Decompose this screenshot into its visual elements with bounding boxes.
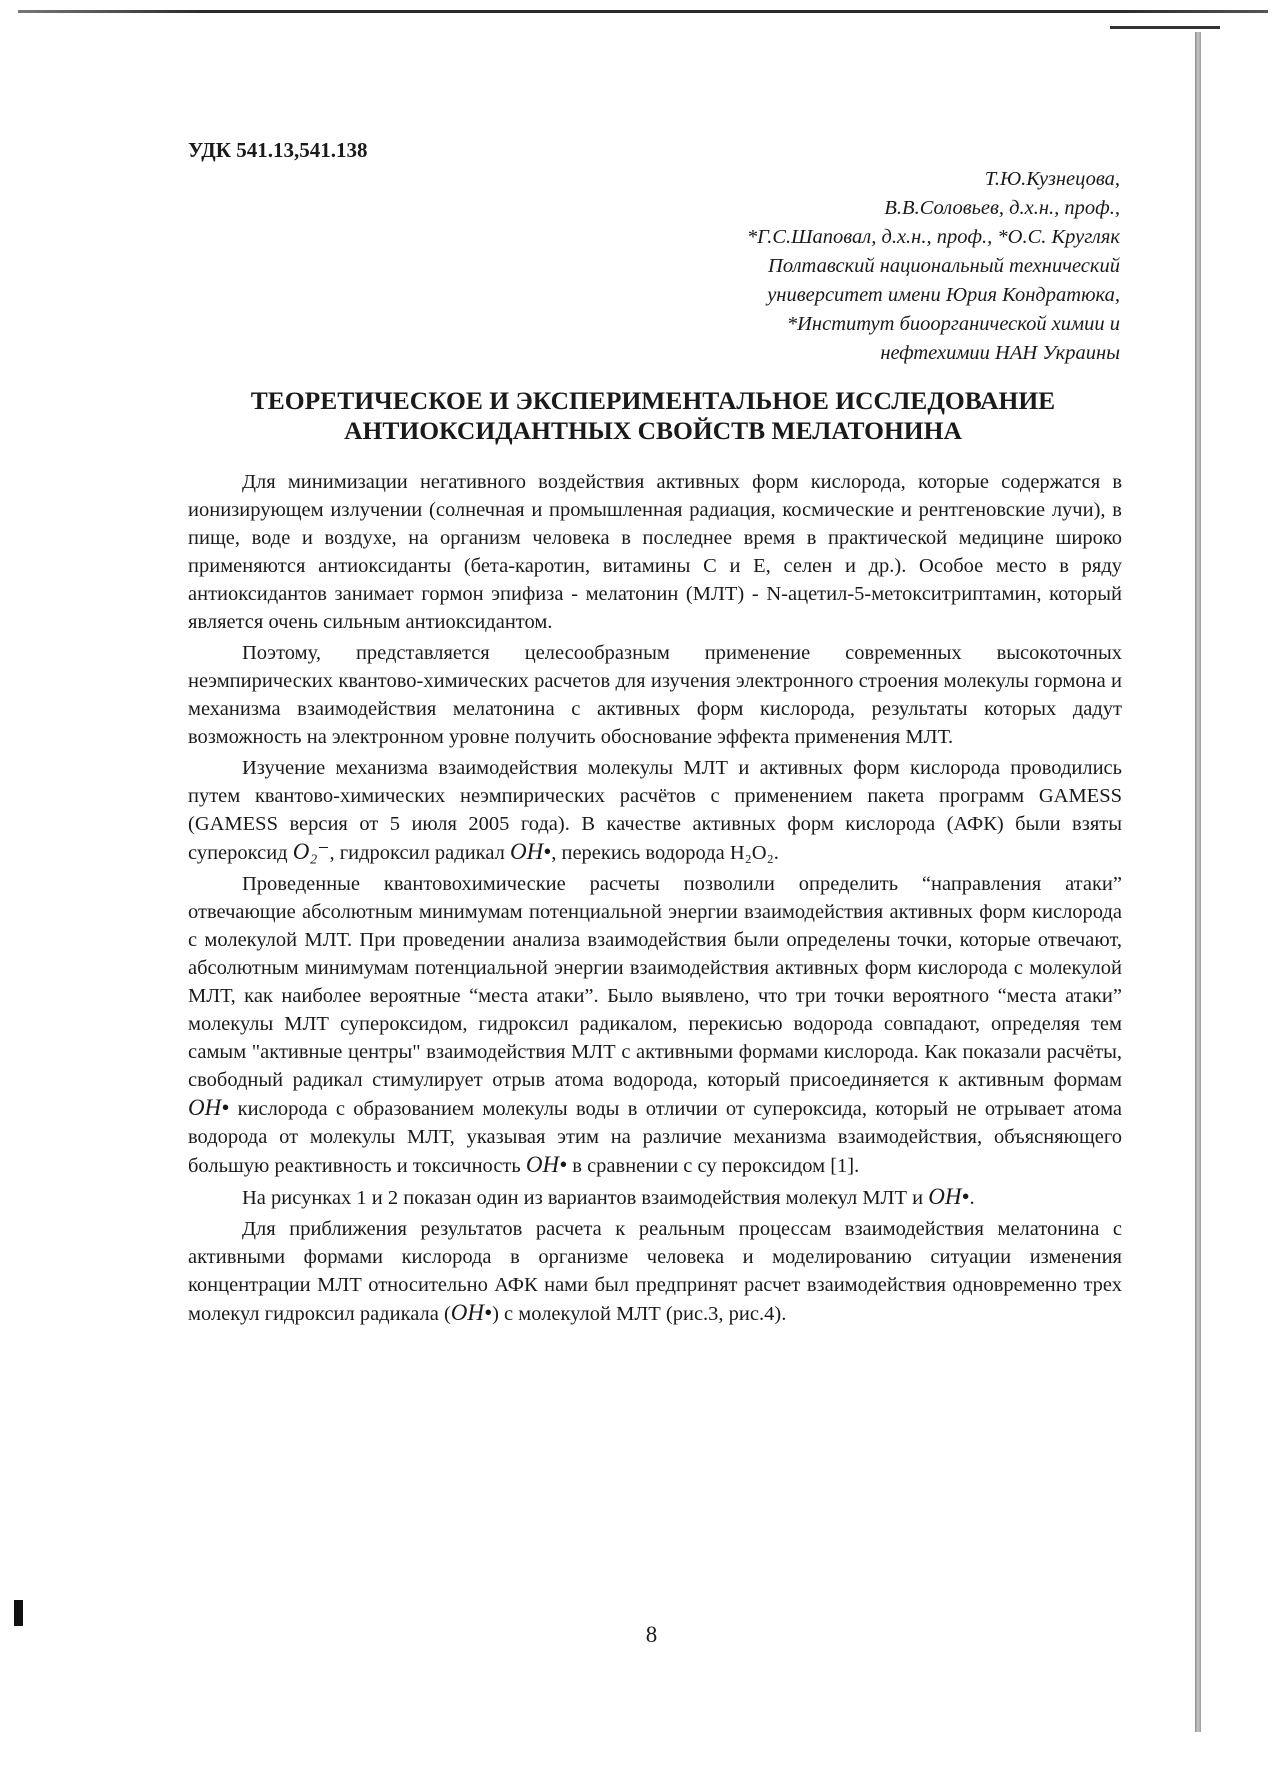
paragraph-6-text-a: Для приближения результатов расчета к реальным процессам взаимодействия мелатонина с активными формами кислорода в организме человека и моделированию ситуации изменения концентрации МЛТ относительно АФК нами был предпринят расчет взаимодействия одновременно трех молекул гидроксил радикала ( xyxy=(188,1218,1122,1325)
paragraph-4-text-a: Проведенные квантовохимические расчеты позволили определить “направления атаки” отвечающие абсолютным минимумам потенциальной энергии взаимодействия активных форм кислорода с молекулой МЛТ. При проведении анализа взаимодействия были определены точки, которые отвечают, абсолютным минимумам потенциальной энергии взаимодействия активных форм кислорода с молекулой МЛТ, как наиболее вероятные “места атаки”. Было выявлено, что три точки вероятного “места атаки” молекулы МЛТ супероксидом, гидроксил радикалом, перекисью водорода совпадают, определяя тем самым "активные центры" взаимодействия МЛТ с активными формами кислорода. Как показали расчёты, свободный радикал стимулирует отрыв атома водорода, который присоединяется к активным формам xyxy=(188,873,1122,1091)
title-line-2: АНТИОКСИДАНТНЫХ СВОЙСТВ МЕЛАТОНИНА xyxy=(344,416,962,445)
paragraph-3-text-b: , гидроксил радикал xyxy=(329,842,505,864)
paragraph-6-text-b: ) с молекулой МЛТ (рис.3, рис.4). xyxy=(492,1303,787,1325)
paper-title xyxy=(188,386,1118,446)
authors-block xyxy=(600,165,1120,368)
paragraph-4-text-b: кислорода с образованием молекулы воды в отличии от супероксида, который не отрывает атома водорода от молекулы МЛТ, указывая этим на различие механизма взаимодействия, объясняющего большую реактивность и токсичность xyxy=(188,1098,1123,1177)
author-line: Т.Ю.Кузнецова, xyxy=(984,168,1120,190)
paragraph-3 xyxy=(188,754,1122,867)
paragraph-5-text-b: . xyxy=(969,1187,975,1209)
body-text xyxy=(188,468,1122,1331)
affiliation-line: университет имени Юрия Кондратюка, xyxy=(767,284,1120,306)
paragraph-2: Поэтому, представляется целесообразным применение современных высокоточных неэмпирических квантово-химических расчетов для изучения электронного строения молекулы гормона и механизма взаимодействия мелатонина с активных форм кислорода, результаты которых дадут возможность на электронном уровне получить обоснование эффекта применения МЛТ. xyxy=(188,642,1122,748)
top-scan-rule-secondary xyxy=(1110,26,1220,29)
author-line: В.В.Соловьев, д.х.н., проф., xyxy=(884,197,1120,219)
paragraph-5-text-a: На рисунках 1 и 2 показан один из вариантов взаимодействия молекул МЛТ и xyxy=(242,1187,924,1209)
paragraph-5 xyxy=(188,1183,1122,1212)
title-line-1: ТЕОРЕТИЧЕСКОЕ И ЭКСПЕРИМЕНТАЛЬНОЕ ИССЛЕДОВАНИЕ xyxy=(250,386,1056,415)
scan-right-edge xyxy=(1195,32,1201,1732)
udk-code: УДК 541.13,541.138 xyxy=(188,138,368,162)
hydroxyl-formula: OH• xyxy=(525,1152,568,1177)
top-scan-rule xyxy=(18,10,1268,13)
affiliation-line: нефтехимии НАН Украины xyxy=(880,342,1120,364)
affiliation-line: Полтавский национальный технический xyxy=(768,255,1120,277)
paragraph-4 xyxy=(188,870,1122,1180)
hydroxyl-formula: OH• xyxy=(450,1300,493,1325)
paragraph-4-text-c: в сравнении с су пероксидом [1]. xyxy=(572,1155,860,1177)
superoxide-formula: O₂⁻ xyxy=(292,839,330,864)
affiliation-line: *Институт биоорганической химии и xyxy=(786,313,1120,335)
hydroxyl-formula: OH• xyxy=(188,1095,230,1120)
paragraph-3-text-a: Изучение механизма взаимодействия молекулы МЛТ и активных форм кислорода проводились путем квантово-химических неэмпирических расчётов с применением пакета программ GAMESS (GAMESS версия от 5 июля 2005 года). В качестве активных форм кислорода (АФК) были взяты супероксид xyxy=(188,757,1122,864)
paragraph-1: Для минимизации негативного воздействия активных форм кислорода, которые содержатся в ионизирующем излучении (солнечная и промышленная радиация, космические и рентгеновские лучи), в пище, воде и воздухе, на организм человека в последнее время в практической медицине широко применяются антиоксиданты (бета-каротин, витамины С и Е, селен и др.). Особое место в ряду антиоксидантов занимает гормон эпифиза - мелатонин (МЛТ) - N-ацетил-5-метокситриптамин, который является очень сильным антиоксидантом. xyxy=(188,471,1122,633)
hydroxyl-formula: OH• xyxy=(928,1184,970,1209)
paragraph-6 xyxy=(188,1215,1122,1328)
paragraph-3-text-c: , перекись водорода H₂O₂. xyxy=(551,842,779,864)
author-line: *Г.С.Шаповал, д.х.н., проф., *О.С. Кругляк xyxy=(746,226,1120,248)
hydroxyl-formula: OH• xyxy=(509,839,552,864)
page-number: 8 xyxy=(645,1622,658,1647)
